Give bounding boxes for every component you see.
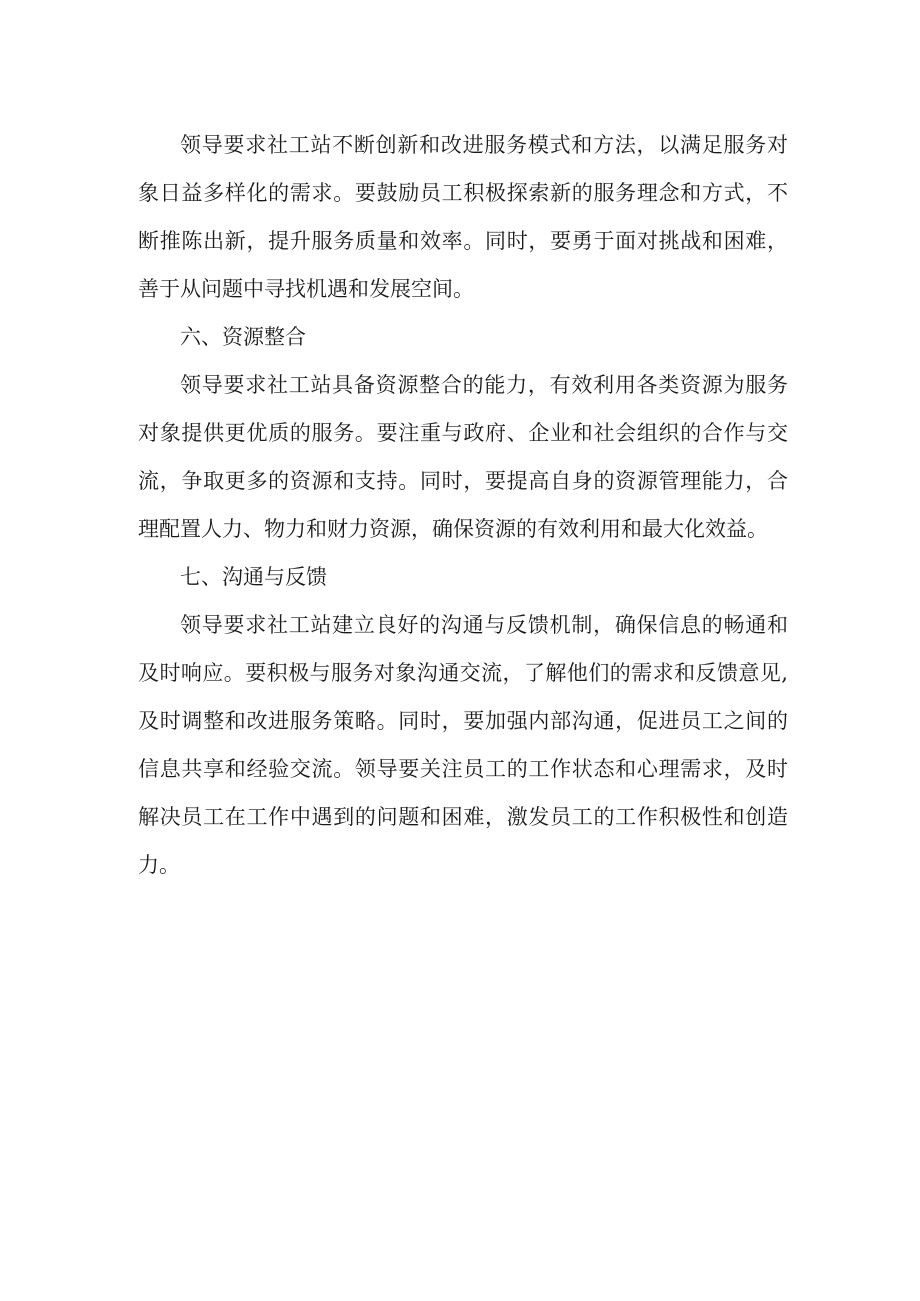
section-heading-resource-integration: 六、资源整合: [180, 325, 306, 349]
paragraph-communication-feedback: 领导要求社工站建立良好的沟通与反馈机制，确保信息的畅通和及时响应。要积极与服务对象沟通交流，了解他们的需求和反馈意见,及时调整和改进服务策略。同时，要加强内部沟通，促进员工之间的信息共享和经验交流。领导要关注员工的工作状态和心理需求，及时解决员工在工作中遇到的问题和困难，激发员工的工作积极性和创造力。: [138, 613, 788, 877]
paragraph-innovation: 领导要求社工站不断创新和改进服务模式和方法，以满足服务对象日益多样化的需求。要鼓励员工积极探索新的服务理念和方式，不断推陈出新，提升服务质量和效率。同时，要勇于面对挑战和困难，善于从问题中寻找机遇和发展空间。: [138, 133, 788, 301]
section-heading-communication-feedback: 七、沟通与反馈: [180, 565, 327, 589]
document-body: [138, 121, 788, 889]
paragraph-resource-integration: 领导要求社工站具备资源整合的能力，有效利用各类资源为服务对象提供更优质的服务。要注重与政府、企业和社会组织的合作与交流，争取更多的资源和支持。同时，要提高自身的资源管理能力，合理配置人力、物力和财力资源，确保资源的有效利用和最大化效益。: [138, 373, 788, 541]
